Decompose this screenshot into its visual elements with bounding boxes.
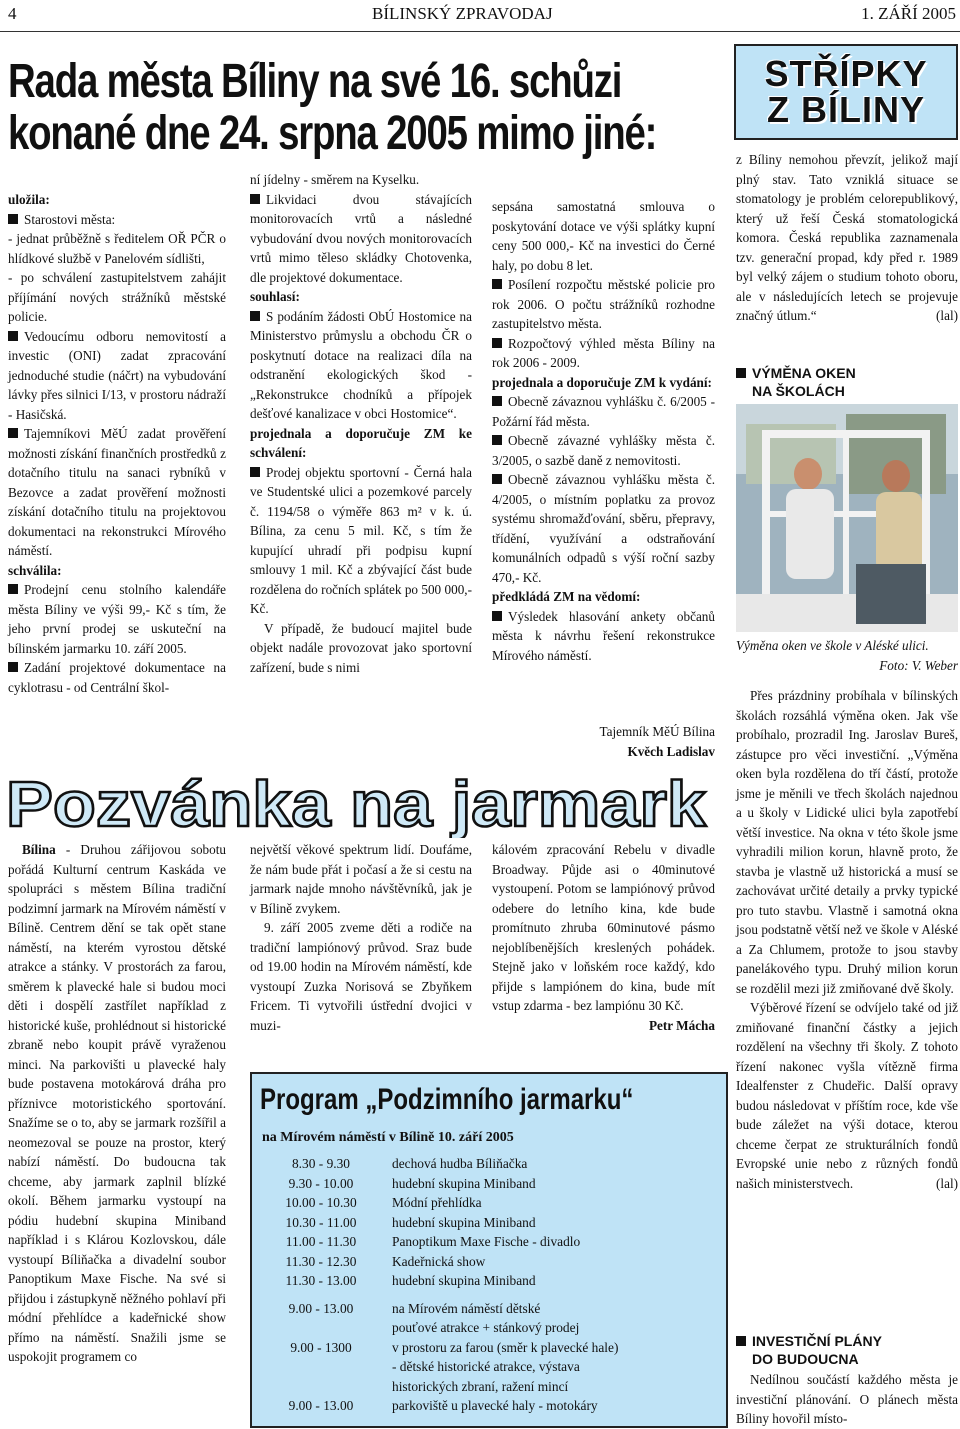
- sidebar-intro: z Bíliny nemohou převzít, jelikož mají plný stav. Tato vzniklá situace se stomatology je problém celorepublikový, který už řeší Česká stomatologická komora. Česká republika zaznamenala tzv. generační propad, kdy před r. 1989 byl velký zájem o studium tohoto oboru, ale v následujících letech se projevuje značný útlum.“ (lal): [736, 150, 958, 326]
- paragraph: Starostovi města:: [8, 210, 226, 230]
- paragraph: - jednat průběžně s ředitelem OŘ PČR o hlídkové službě v Panelovém sídlišti,: [8, 231, 226, 266]
- program-time: 10.00 - 10.30: [285, 1195, 357, 1210]
- program-time: 11.30 - 13.00: [285, 1273, 357, 1288]
- section-heading-investment: INVESTIČNÍ PLÁNY DO BUDOUCNA: [736, 1332, 958, 1368]
- paragraph: V případě, že budoucí majitel bude objekt nadále provozovat jako sportovní zařízení, bude s nimi: [250, 620, 472, 675]
- paragraph: - po schválení zastupitelstvem zahájit příjímání nových strážníků městské policie.: [8, 270, 226, 324]
- bullet-square-icon: [250, 311, 260, 321]
- program-title: Program „Podzimního jarmarku“: [260, 1083, 634, 1116]
- photo-caption: Výměna oken ve škole v Aléské ulici. Foto: V. Weber: [736, 636, 958, 675]
- bullet-square-icon: [250, 194, 260, 204]
- program-description: Panoptikum Maxe Fische - divadlo: [392, 1234, 581, 1249]
- section-label: uložila:: [8, 192, 50, 207]
- article-headline: [8, 55, 657, 160]
- signature-name: Kvěch Ladislav: [627, 743, 715, 759]
- article-signature: [492, 722, 715, 761]
- program-description: Kadeřnická show: [392, 1253, 486, 1269]
- program-description: pouťové atrakce + stánkový prodej: [392, 1320, 580, 1335]
- program-box: [250, 1072, 728, 1428]
- bullet-square-icon: [492, 474, 502, 484]
- program-description: - dětské historické atrakce, výstava: [392, 1359, 580, 1374]
- strips-box: [734, 44, 958, 140]
- photo-credit: Foto: V. Weber: [879, 657, 958, 673]
- newspaper-title: BÍLINSKÝ ZPRAVODAJ: [372, 4, 553, 23]
- bullet-square-icon: [8, 662, 18, 672]
- photo-image: [736, 404, 958, 632]
- program-time: 10.30 - 11.00: [285, 1214, 357, 1230]
- article-column-1: [8, 190, 226, 697]
- program-description: parkoviště u plavecké haly - motokáry: [392, 1398, 598, 1413]
- body-signature: (lal): [936, 1175, 958, 1191]
- bullet-square-icon: [492, 279, 502, 289]
- section-heading-windows: VÝMĚNA OKEN NA ŠKOLÁCH: [736, 364, 958, 400]
- paragraph: Prodej objektu sportovní - Černá hala ve Studentské ulici a pozemkové parcely č. 1194/58 o výměře 863 m² v k. ú. Bílina, za cenu 5 mil. Kč, s tím že kupující uhradí při podpisu kupní smlouvy 1 mil. Kč a zbývající část bude rozdělena do ročních splátek po 500 000,- Kč.: [250, 464, 472, 616]
- bullet-square-icon: [492, 435, 502, 445]
- program-description: na Mírovém náměstí dětské: [392, 1300, 541, 1316]
- program-description: v prostoru za farou (směr k plavecké hale): [392, 1339, 619, 1355]
- bullet-square-icon: [492, 396, 502, 406]
- bullet-square-icon: [8, 331, 18, 341]
- jarmark-column-3: kálovém zpracování Rebelu v divadle Broadway. Půjde asi o 40minutové vystoupení. Potom se lampiónový průvod odebere do letního kina, kde bude promítnuto zhruba 60minutové pásmo nejoblíbenějších kreslených pohádek. Stejně jako v loňském roce každý, kdo přijde s lampiónem do kina, bude mít vstup zdarma - bez lampiónu 30 Kč. Petr Mácha: [492, 840, 715, 1035]
- jarmark-signature: Petr Mácha: [648, 1017, 715, 1033]
- bullet-square-icon: [492, 338, 502, 348]
- program-subtitle: na Mírovém náměstí v Bílině 10. září 2005: [262, 1130, 514, 1145]
- bullet-square-icon: [8, 584, 18, 594]
- strips-title-line-1: STŘÍPKY: [764, 53, 928, 94]
- program-time: 9.00 - 13.00: [288, 1300, 354, 1316]
- window-replacement-photo: [736, 404, 958, 632]
- program-description: dechová hudba Bíliňačka: [392, 1156, 528, 1171]
- bullet-square-icon: [250, 467, 260, 477]
- page-header: [0, 0, 960, 32]
- paragraph: Obecně závazné vyhlášky města č. 3/2005, o sazbě daně z nemovitosti.: [492, 433, 715, 468]
- bullet-square-icon: [492, 611, 502, 621]
- sidebar-body: Přes prázdniny probíhala v bílinských školách rozsáhlá výměna oken. Jak vše probíhalo, prozradil Ing. Jaroslav Bureš, zástupce pro věci investiční. „Výměna oken byla rozdělena do tří částí, protože jsme je měnili ve třech školách najednou a u školy v Lidické ulici byla zapotřebí větší investice. Na okna v této škole jsme vyhradili milion korun, hlavně proto, že stavba je vlastně už historická a musí se zachovávat určité detaily a prvky typické pro tuto stavbu. Vlastně i samotná okna jsou podstatně větší než ve škole v Aléské a Za Chlumem, protože to jsou stavby panelákového typu. Druhý milion korun se rozdělil mezi již zmiňované dvě školy. Výběrové řízení se odvíjelo také od již zmiňované finanční částky a jejich rozdělení na všechny tři školy. Z tohoto řízení nakonec vyšla vítězně firma Idealfenster z Chudeřic. Další opravy budou následovat v příštím roce, kde vše bude záležet na výši dotace, kterou chceme čerpat ze strukturálních fondů Evropské unie nebo z různých fondů našich ministerstvech. (lal): [736, 686, 958, 1193]
- program-time: 11.30 - 12.30: [285, 1253, 357, 1269]
- signature-role: Tajemník MěÚ Bílina: [599, 724, 715, 739]
- paragraph: Obecně závaznou vyhlášku města č. 4/2005, o místním poplatku za provoz systému shromažďování, sběru, přepravy, třídění, využívání a odstraňování komunálních odpadů s výší roční sazby 470,- Kč.: [492, 472, 715, 585]
- paragraph: ní jídelny - směrem na Kyselku.: [250, 172, 420, 187]
- jarmark-column-1: Bílina - Druhou zářijovou sobotu pořádá Kulturní centrum Kaskáda ve spolupráci s městem Bílina tradiční podzimní jarmark na Mírovém náměstí v Bílině. Centrem dění se tak opět stane náměstí, na kterém vyrostou dětské atrakce a stánky. V prostorách za farou, směrem k plavecké hale si budou moci děti i dospělí zastřílet například z historické kuše, prohlédnout si historické zbraně nebo koupit právě vyraženou minci. Na parkovišti u plavecké haly bude postavena motokárová dráha pro příznivce motoristického sportování. Snažíme se o to, aby se jarmark rozšířil a neomezoval se pouze na prostor, který nabízí náměstí. Do budoucna tak chceme, aby jarmark zaplnil blízké okolí. Během jarmarku vystoupí na pódiu hudební skupina Miniband například i s Klárou Kozlovskou, dále vystoupí Bíliňačka a divadelní soubor Panoptikum Maxe Fische. Na své si přijdou i zástupkyně něžného pohlaví při módní přehlídce a kadeřnické show přímo na náměstí. Snažili jsme se uspokojit programem co: [8, 842, 226, 1364]
- paragraph: Rozpočtový výhled města Bíliny na rok 2006 - 2009.: [492, 335, 715, 370]
- paragraph: Vedoucímu odboru nemovitostí a investic (ONI) zadat zpracování jednoduché studie (náčrt) na vybudování lávky přes silnici I/13, v prostoru nádraží - Hasičská.: [8, 328, 226, 422]
- program-description: hudební skupina Miniband: [392, 1273, 536, 1288]
- section-label: projednala a doporučuje ZM k vydání:: [492, 374, 712, 390]
- jarmark-headline: [6, 768, 728, 838]
- jarmark-headline-text: Pozvánka na jarmark: [6, 768, 707, 838]
- issue-date: 1. ZÁŘÍ 2005: [861, 4, 956, 23]
- paragraph: Prodejní cenu stolního kalendáře města Bíliny ve výši 99,- Kč s tím, že jeho první prodej se uskuteční na bílinském jarmarku 10. září 2005.: [8, 582, 226, 656]
- paragraph: S podáním žádosti ObÚ Hostomice na Ministerstvo průmyslu a obchodu ČR o poskytnutí dotace na realizaci díla na odstranění ekologických škod - „Rekonstrukce chodníků a přípojek dešťové kanalizace v obci Hostomice“.: [250, 308, 472, 421]
- program-time: 9.30 - 10.00: [288, 1175, 354, 1191]
- section-label: projednala a doporučuje ZM ke schválení:: [250, 425, 472, 460]
- program-time: 9.00 - 1300: [290, 1339, 352, 1355]
- strips-title-line-2: Z BÍLINY: [767, 89, 925, 130]
- article-column-3: [492, 197, 715, 665]
- headline-line-1: Rada města Bíliny na své 16. schůzi: [8, 55, 622, 108]
- paragraph: Likvidaci dvou stávajících monitorovacích vrtů a následné vybudování dvou nových monitorovacích vrtů mimo těleso skládky Chotovenka, dle projektové dokumentace.: [250, 191, 472, 285]
- paragraph: Zadání projektové dokumentace na cyklotrasu - od Centrální škol-: [8, 660, 226, 695]
- intro-signature: (lal): [936, 308, 958, 323]
- program-time: 8.30 - 9.30: [291, 1156, 351, 1171]
- jarmark-column-2: největší věkové spektrum lidí. Doufáme, že nám bude přát i počasí a že si cestu na jarmark najde mnoho návštěvníků, jak je v Bílině zvykem. 9. září 2005 zveme děti a rodiče na tradiční lampiónový průvod. Sraz bude od 19.00 hodin na Mírovém náměstí, kde vystoupí Zuzka Norisová se Zbyňkem Fricem. Ti vytvořili ústřední dvojici v muzi-: [250, 842, 472, 1033]
- bullet-square-icon: [8, 214, 18, 224]
- program-description: hudební skupina Miniband: [392, 1214, 536, 1230]
- section-label: schválila:: [8, 562, 62, 578]
- paragraph: Výsledek hlasování ankety občanů města k návrhu řešení rekonstrukce Mírového náměstí.: [492, 608, 715, 663]
- program-description: Módní přehlídka: [392, 1195, 482, 1210]
- paragraph: Obecně závaznou vyhlášku č. 6/2005 - Požární řád města.: [492, 394, 715, 429]
- paragraph: Tajemníkovi MěÚ zadat prověření možnosti získání finančních prostředků z dotačního titulu na sanaci rybníků v Bezovce a zadat prověření možnosti získání dotačního titulu na projektovou dokumentaci na rekonstrukci Mírového náměstí.: [8, 426, 226, 558]
- sidebar-investment-text: Nedílnou součástí každého města je investiční plánování. O plánech města Bíliny hovořil místo-: [736, 1372, 958, 1426]
- page-number: 4: [8, 4, 17, 23]
- program-description: historických zbraní, ražení mincí: [392, 1378, 569, 1394]
- headline-line-2: konané dne 24. srpna 2005 mimo jiné:: [8, 107, 657, 160]
- program-time: 9.00 - 13.00: [288, 1398, 354, 1413]
- paragraph: sepsána samostatná smlouva o poskytování dotace ve výši splátky kupní ceny 500 000,- Kč na investici do Černé haly, po dobu 8 let.: [492, 199, 715, 273]
- section-label: předkládá ZM na vědomí:: [492, 589, 641, 604]
- program-time: 11.00 - 11.30: [285, 1234, 357, 1249]
- paragraph: Posílení rozpočtu městské policie pro rok 2006. O počtu strážníků rozhodne zastupitelstvo města.: [492, 277, 715, 331]
- bullet-square-icon: [8, 428, 18, 438]
- section-label: souhlasí:: [250, 289, 300, 304]
- article-column-2: [250, 170, 472, 677]
- program-description: hudební skupina Miniband: [392, 1175, 536, 1191]
